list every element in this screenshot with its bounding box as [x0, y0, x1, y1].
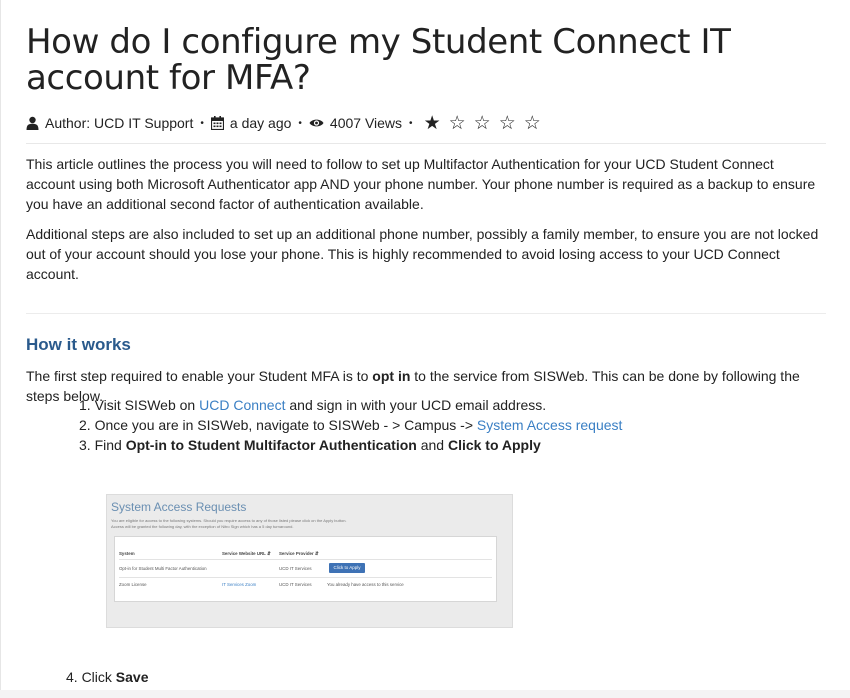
screenshot-description: [111, 518, 411, 530]
click-to-apply-button: Click to Apply: [329, 563, 365, 573]
divider: [119, 577, 492, 578]
star-empty-icon[interactable]: ☆: [523, 112, 541, 134]
section-heading: How it works: [26, 335, 131, 354]
text: Service Provider ⇵: [279, 551, 319, 556]
text: 2. Once you are in SISWeb, navigate to SISWeb - > Campus ->: [79, 417, 477, 433]
text: Service Website URL ⇵: [222, 551, 271, 556]
table-row: [119, 582, 404, 587]
text: 3. Find: [79, 437, 126, 453]
divider: [26, 143, 826, 144]
text: The first step required to enable your Student MFA is to: [26, 368, 373, 384]
star-empty-icon[interactable]: ☆: [498, 112, 516, 134]
date-label: a day ago: [229, 115, 292, 131]
left-border: [0, 0, 1, 698]
list-item: [66, 667, 149, 687]
text: You are eligible for access to the following systems. Should you require access to any of those listed please click on the Apply button.: [111, 518, 347, 523]
system-access-screenshot: [106, 494, 513, 628]
views-label: 4007 Views: [329, 115, 403, 131]
bold-text: Opt-in to Student Multifactor Authentication: [125, 437, 417, 453]
eye-icon: [309, 116, 325, 130]
star-empty-icon[interactable]: ☆: [473, 112, 491, 134]
list-item: [79, 395, 622, 415]
text: and: [416, 437, 448, 453]
intro-paragraph: Additional steps are also included to set up an additional phone number, possibly a family member, to ensure you are not locked out of your account should you lose your phone. This is highly recommended to avoid losing access to your UCD Connect account.: [26, 226, 819, 282]
text: Opt-in for Student Multi Factor Authentication: [119, 566, 207, 571]
text: Zoom License: [119, 582, 147, 587]
text: You already have access to this service: [327, 582, 404, 587]
text: and sign in with your UCD email address.: [285, 397, 547, 413]
text: Access will be granted the following day, with the exception of Nitro Sign which has a 5 day turnaround.: [111, 524, 294, 529]
text: IT Services Zoom: [222, 582, 257, 587]
text: 1. Visit SISWeb on: [79, 397, 200, 413]
article-meta: [26, 110, 541, 136]
article-title: How do I configure my Student Connect IT account for MFA?: [26, 22, 731, 98]
list-item: [79, 415, 622, 435]
text: UCD IT Services: [279, 582, 312, 587]
bold-text: Click to Apply: [447, 437, 541, 453]
bold-text: Save: [115, 669, 149, 685]
divider: [119, 559, 492, 560]
list-item: [79, 435, 622, 455]
screenshot-title: System Access Requests: [111, 500, 247, 514]
screenshot-table: [114, 536, 497, 602]
text: System: [119, 551, 135, 556]
table-row: [119, 565, 361, 571]
text: UCD IT Services: [279, 566, 312, 571]
steps-list: [26, 395, 622, 455]
user-icon: [26, 116, 40, 130]
text: 4. Click: [66, 669, 116, 685]
star-filled-icon[interactable]: ★: [423, 112, 441, 134]
bold-text: opt in: [372, 368, 411, 384]
text: to the service from SISWeb. This can be done by following the steps below.: [26, 368, 800, 404]
rating-stars[interactable]: [424, 114, 541, 133]
table-header: [119, 551, 319, 556]
calendar-icon: [211, 116, 225, 130]
ucd-connect-link[interactable]: UCD Connect: [199, 397, 286, 413]
system-access-request-link[interactable]: System Access request: [476, 417, 623, 433]
star-empty-icon[interactable]: ☆: [448, 112, 466, 134]
meta-separator: •: [298, 117, 302, 129]
intro-paragraph: This article outlines the process you will need to follow to set up Multifactor Authentication for your UCD Student Connect account using both Microsoft Authenticator app AND your phone number. Your phone number is required as a backup to ensure you have an additional second factor of authentication available.: [26, 156, 816, 212]
author-label[interactable]: Author: UCD IT Support: [45, 115, 194, 131]
divider: [26, 313, 826, 314]
page-bottom-edge: [0, 690, 850, 698]
meta-separator: •: [200, 117, 204, 129]
meta-separator: •: [409, 117, 413, 129]
